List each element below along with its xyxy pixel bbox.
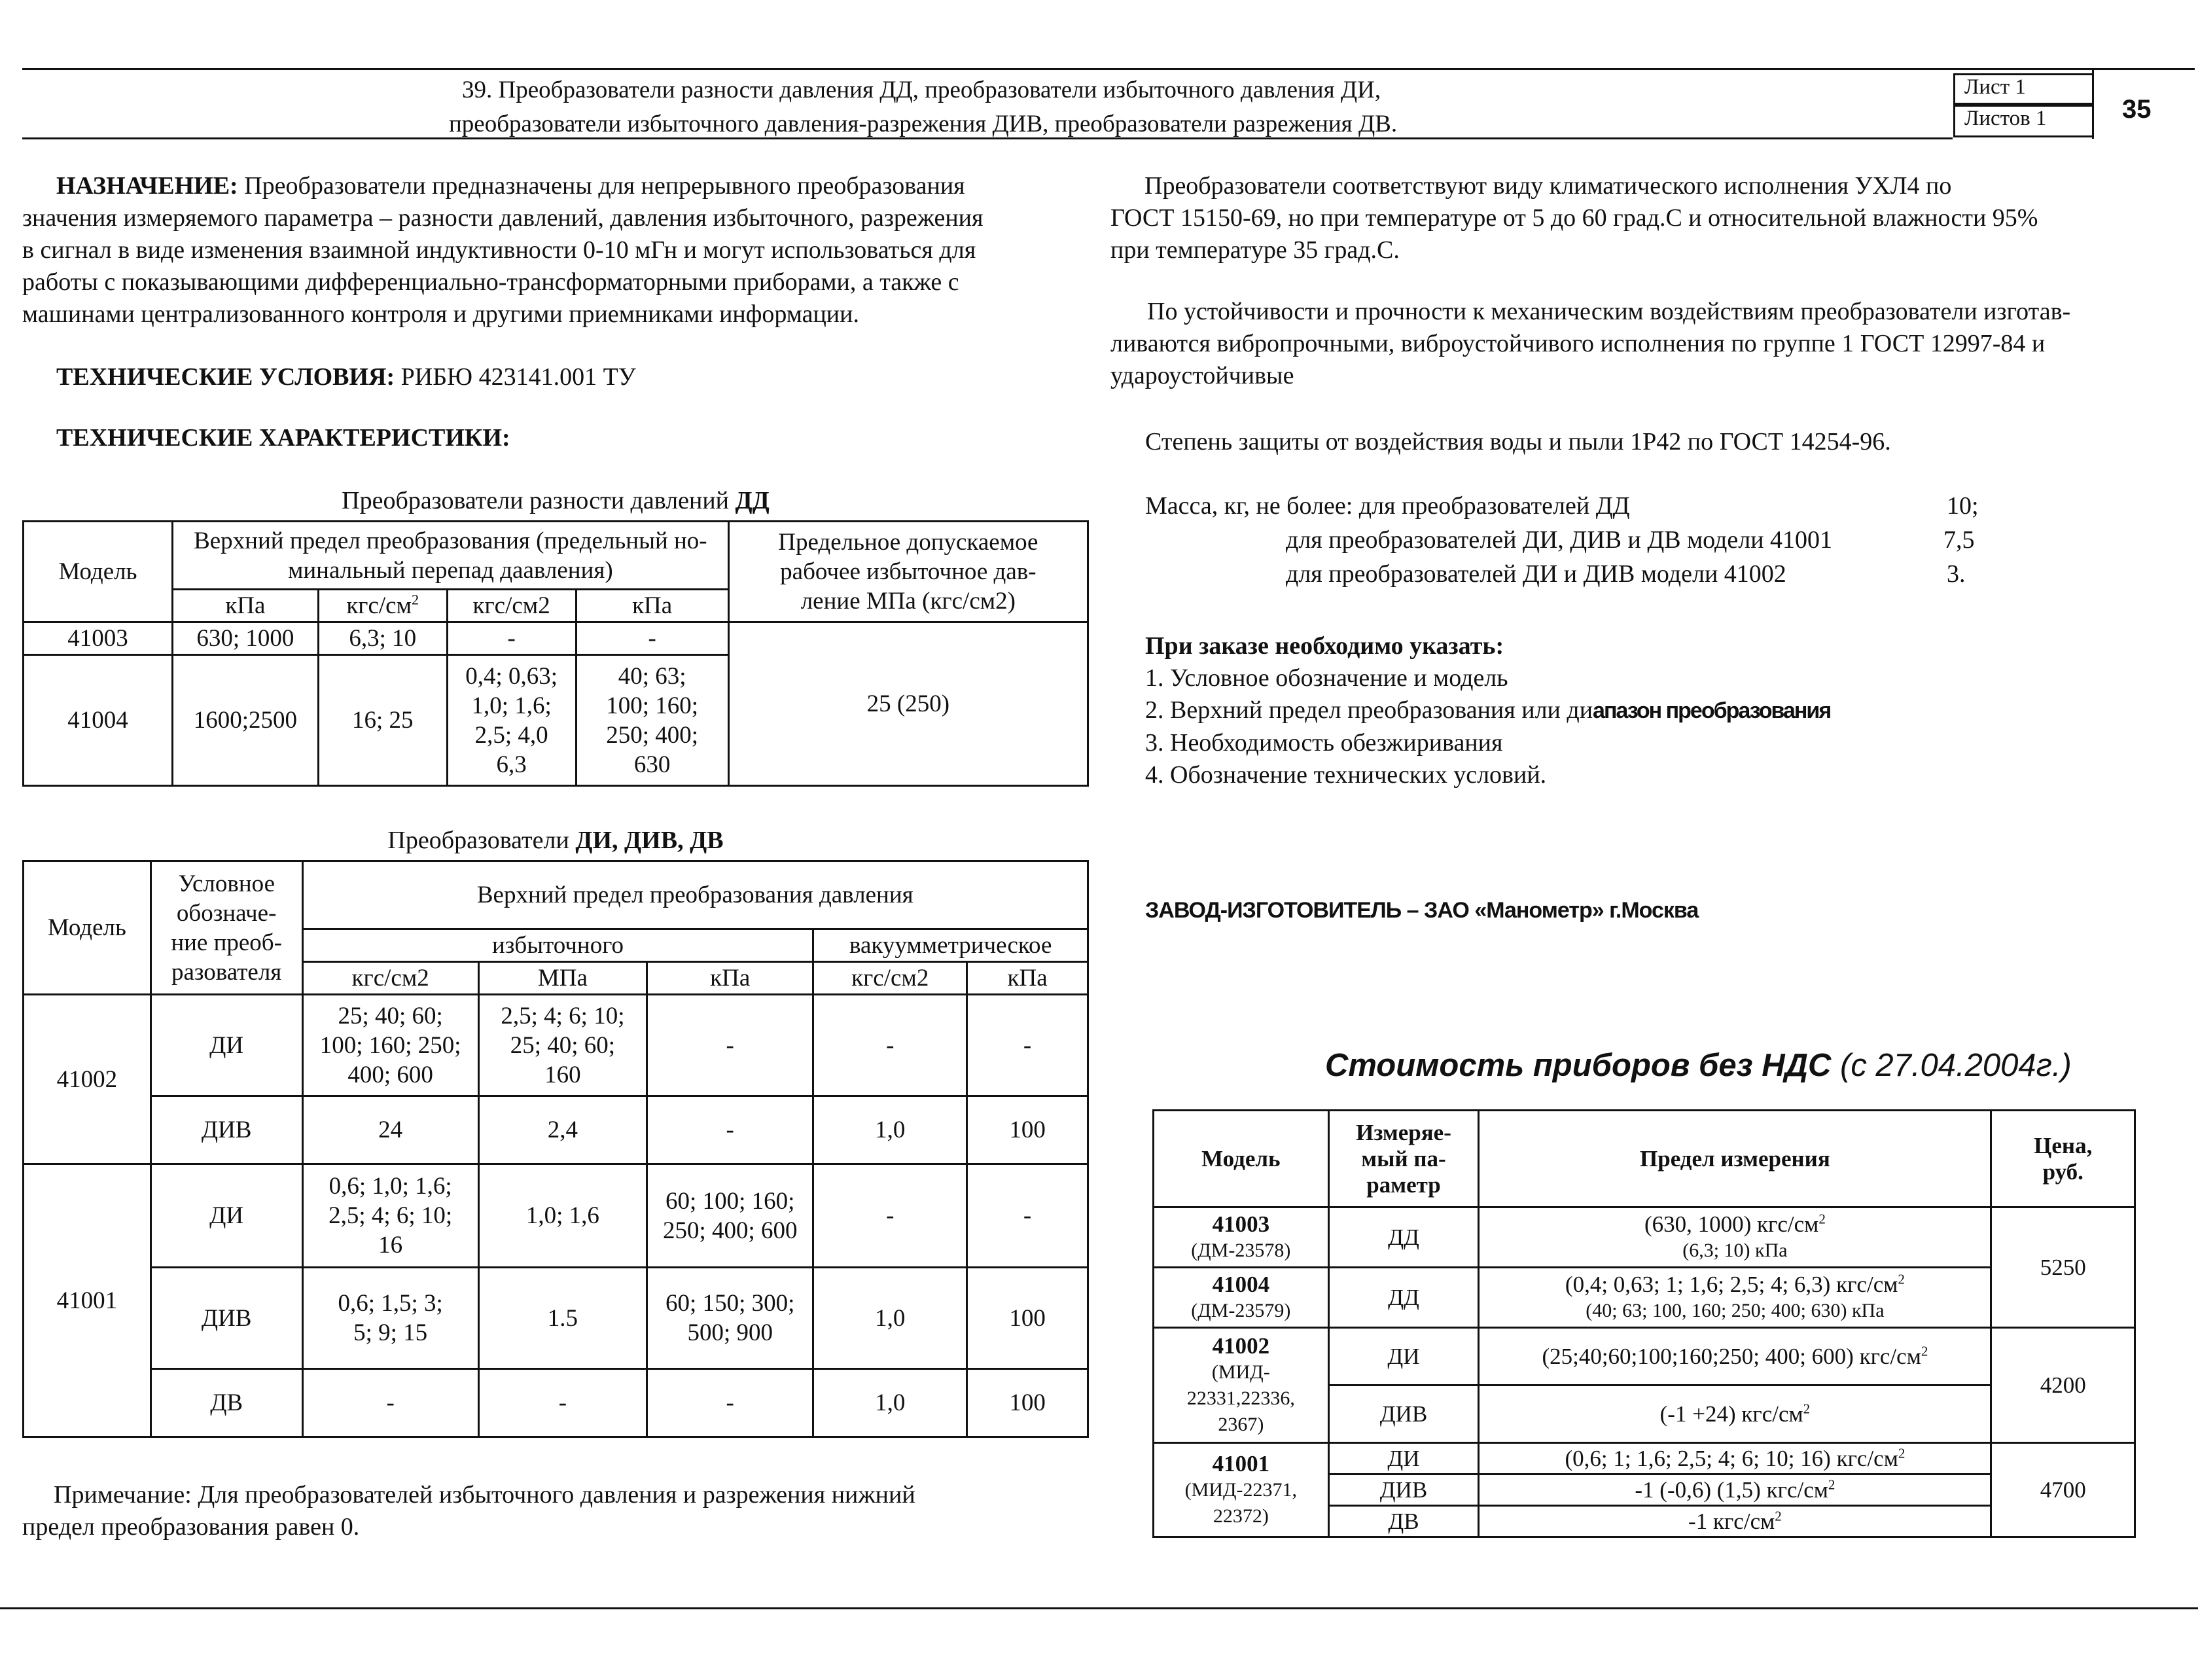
dd-r2-c4-3: 250; 400; (606, 721, 699, 749)
di-d-c1-1: 0,6; 1,5; 3; (338, 1290, 443, 1317)
di-c-c3 (647, 1164, 813, 1268)
price-r4-range-text: (-1 +24) кгс/см (1659, 1401, 1803, 1427)
di-c-c1-2: 2,5; 4; 6; 10; (328, 1202, 453, 1229)
vibration-block (1110, 296, 2184, 392)
mass-value-3: 3. (1947, 560, 1966, 588)
price-r2-model-sub: (ДМ-23579) (1191, 1299, 1291, 1321)
dd-r2-c2: 16; 25 (318, 655, 447, 786)
price-r4-param: ДИВ (1328, 1385, 1479, 1443)
price-r1-model-sub: (ДМ-23578) (1191, 1239, 1291, 1261)
dd-u-kgs2: кгс/см2 (447, 590, 576, 622)
price-h-param-1: Измеряе- (1356, 1119, 1451, 1145)
di-c-c1-1: 0,6; 1,0; 1,6; (328, 1173, 452, 1200)
di-h-excess: избыточного (302, 929, 813, 962)
page-title-line-1: 39. Преобразователи разности давления ДД, преобразователи избыточного давления ДИ, (462, 77, 1381, 103)
price-r1-param: ДД (1328, 1207, 1479, 1268)
table-di (22, 860, 1089, 1438)
price-r2-range-1: (0,4; 0,63; 1; 1,6; 2,5; 4; 6,3) кгс/см (1565, 1271, 1898, 1297)
di-u1: кгс/см2 (302, 962, 478, 995)
di-a-type: ДИ (151, 995, 302, 1096)
di-h-cond (151, 861, 302, 995)
price-h-range: Предел измерения (1479, 1111, 1991, 1207)
price-value-41002: 4200 (1991, 1328, 2135, 1443)
footer-rule (0, 1607, 2198, 1609)
di-b-type: ДИВ (151, 1096, 302, 1164)
price-r3-sup: 2 (1921, 1342, 1928, 1359)
dd-r2-c4-4: 630 (633, 751, 671, 778)
purpose-text-1: Преобразователи предназначены для непрерывного преобразования (238, 172, 965, 200)
price-h-param-3: раметр (1366, 1171, 1441, 1198)
price-r5-model-num: 41001 (1212, 1450, 1270, 1476)
order-item-4: 4. Обозначение технических условий. (1145, 761, 1547, 789)
di-h-upper: Верхний предел преобразования давления (302, 861, 1088, 929)
di-e-c5: 100 (967, 1369, 1088, 1437)
price-r2-sup: 2 (1898, 1270, 1905, 1287)
price-r1-range-1: (630, 1000) кгс/см (1644, 1211, 1819, 1237)
table-dd-caption-bold: ДД (735, 487, 770, 514)
di-d-c3-2: 500; 900 (687, 1319, 773, 1346)
note-block (22, 1479, 1102, 1543)
price-h-model: Модель (1154, 1111, 1329, 1207)
di-u5: кПа (967, 962, 1088, 995)
price-r5-range (1479, 1443, 1991, 1474)
dd-u-kpa2: кПа (576, 590, 728, 622)
di-h-cond-1: Условное (178, 870, 275, 897)
dd-h-model: Модель (24, 522, 173, 622)
di-h-model: Модель (24, 861, 151, 995)
dd-h-upper-1: Верхний предел преобразования (предельный но- (194, 527, 707, 554)
price-title (1325, 1047, 2072, 1084)
di-u3: кПа (647, 962, 813, 995)
page-title-line-2: преобразователи избыточного давления-разрежения ДИВ, преобразователи разрежения ДВ. (449, 111, 1398, 137)
dd-r2-c4-2: 100; 160; (606, 692, 699, 719)
climate-block (1110, 170, 2184, 266)
di-b-c3: - (647, 1096, 813, 1164)
page-number: 35 (2122, 95, 2152, 124)
mass-line-3: для преобразователей ДИ и ДИВ модели 41002 (1286, 560, 1786, 588)
di-u2: МПа (478, 962, 647, 995)
price-r1-model-num: 41003 (1212, 1211, 1270, 1237)
di-a-c1-3: 400; 600 (347, 1061, 433, 1088)
dd-r2-c3-2: 1,0; 1,6; (471, 692, 552, 719)
di-a-c2-2: 25; 40; 60; (510, 1031, 616, 1059)
price-r7-param: ДВ (1328, 1506, 1479, 1537)
di-d-c1-2: 5; 9; 15 (353, 1319, 428, 1346)
di-a-c2-1: 2,5; 4; 6; 10; (501, 1002, 625, 1029)
di-e-c1: - (302, 1369, 478, 1437)
purpose-block (22, 170, 1102, 331)
manufacturer-label: ЗАВОД-ИЗГОТОВИТЕЛЬ (1145, 898, 1402, 923)
sheet-box (1953, 73, 2094, 105)
di-d-c2: 1.5 (478, 1268, 647, 1369)
vibration-line-2: ливаются вибропрочными, виброустойчивого исполнения по группе 1 ГОСТ 12997-84 и (1110, 330, 2046, 357)
dd-r2-c3-4: 6,3 (496, 751, 527, 778)
di-e-c3: - (647, 1369, 813, 1437)
price-h-param-2: мый па- (1361, 1145, 1446, 1171)
dd-u-kgs-sup: 2 (412, 591, 419, 608)
price-r3-sub-1: (МИД- (1211, 1361, 1270, 1383)
price-r2-model-num: 41004 (1212, 1271, 1270, 1297)
di-h-cond-3: ние преоб- (171, 929, 282, 956)
dd-h-allow-1: Предельное допускаемое (778, 529, 1038, 556)
price-r3-param: ДИ (1328, 1328, 1479, 1385)
dd-u-kgs (318, 590, 447, 622)
di-model-41002: 41002 (24, 995, 151, 1164)
page-num-divider (2092, 68, 2094, 139)
vibration-line-3: удароустойчивые (1110, 362, 1294, 389)
price-r2-param: ДД (1328, 1268, 1479, 1328)
price-h-price-1: Цена, (2034, 1132, 2093, 1158)
table-dd-caption-text: Преобразователи разности давлений (342, 487, 736, 514)
price-r6-sup: 2 (1828, 1476, 1835, 1492)
price-r4-sup: 2 (1803, 1400, 1811, 1416)
manufacturer-line (1145, 895, 1698, 927)
di-d-c3 (647, 1268, 813, 1369)
sheets-box (1953, 105, 2094, 137)
table-dd (22, 520, 1089, 787)
order-title: При заказе необходимо указать: (1145, 632, 1504, 660)
order-item-2-text: 2. Верхний предел преобразования или ди (1145, 696, 1593, 724)
dd-r2-c1: 1600;2500 (172, 655, 318, 786)
price-r5-sup: 2 (1898, 1444, 1906, 1461)
price-title-date: (с 27.04.2004г.) (1831, 1048, 2072, 1083)
dd-r2-c4-1: 40; 63; (618, 662, 686, 690)
mass-value-2: 7,5 (1943, 526, 1975, 554)
dd-allow-value: 25 (250) (728, 622, 1088, 786)
di-a-c1-1: 25; 40; 60; (338, 1002, 443, 1029)
di-h-cond-2: обозначе- (176, 899, 277, 927)
tech-conditions-value: РИБЮ 423141.001 ТУ (395, 363, 636, 391)
price-r3-model-num: 41002 (1212, 1332, 1270, 1359)
price-table (1152, 1109, 2136, 1538)
mass-label: Масса, кг, не более: для преобразователей ДД (1145, 492, 1630, 520)
di-c-c5: - (967, 1164, 1088, 1268)
di-b-c2: 2,4 (478, 1096, 647, 1164)
di-a-c3: - (647, 995, 813, 1096)
price-h-price (1991, 1111, 2135, 1207)
dd-u-kpa: кПа (172, 590, 318, 622)
dd-r1-c2: 6,3; 10 (318, 622, 447, 655)
dd-r2-c3-1: 0,4; 0,63; (465, 662, 558, 690)
order-item-2-smudged: апазон преобразования (1593, 698, 1831, 723)
di-e-c4: 1,0 (813, 1369, 967, 1437)
purpose-text-3: в сигнал в виде изменения взаимной индуктивности 0-10 мГн и могут использоваться для (22, 236, 976, 264)
table-di-caption-bold: ДИ, ДИВ, ДВ (575, 827, 724, 854)
price-r2-range (1479, 1268, 1991, 1328)
price-value-dd: 5250 (1991, 1207, 2135, 1328)
di-a-c2-3: 160 (544, 1061, 581, 1088)
dd-r2-c3 (447, 655, 576, 786)
di-b-c4: 1,0 (813, 1096, 967, 1164)
di-u4: кгс/см2 (813, 962, 967, 995)
price-r2-model (1154, 1268, 1329, 1328)
di-h-cond-4: разователя (171, 958, 282, 986)
di-e-c2: - (478, 1369, 647, 1437)
dd-h-allow-2: рабочее избыточное дав- (780, 558, 1037, 585)
di-a-c5: - (967, 995, 1088, 1096)
price-r4-range (1479, 1385, 1991, 1443)
price-r1-range (1479, 1207, 1991, 1268)
dd-h-allow (728, 522, 1088, 622)
header-top-rule (22, 68, 2195, 70)
price-r1-sup: 2 (1818, 1210, 1826, 1226)
price-r6-param: ДИВ (1328, 1474, 1479, 1506)
climate-line-1: Преобразователи соответствуют виду климатического исполнения УХЛ4 по (1144, 172, 1952, 200)
dd-r1-model: 41003 (24, 622, 173, 655)
table-di-caption-text: Преобразователи (387, 827, 576, 854)
price-r3-model (1154, 1328, 1329, 1443)
di-d-c4: 1,0 (813, 1268, 967, 1369)
price-title-bold: Стоимость приборов без НДС (1325, 1048, 1832, 1083)
price-r5-sub-1: (МИД-22371, (1184, 1478, 1297, 1501)
dd-r2-model: 41004 (24, 655, 173, 786)
dd-r1-c1: 630; 1000 (172, 622, 318, 655)
dd-h-upper (172, 522, 728, 590)
sheets-label: Листов 1 (1964, 107, 2047, 130)
tech-characteristics-heading: ТЕХНИЧЕСКИЕ ХАРАКТЕРИСТИКИ: (56, 424, 510, 452)
table-dd-caption (22, 486, 1089, 515)
di-a-c1-2: 100; 160; 250; (319, 1031, 461, 1059)
di-c-c1-3: 16 (378, 1232, 403, 1259)
purpose-text-4: работы с показывающими дифференциально-трансформаторными приборами, а также с (22, 268, 959, 296)
purpose-text-5: машинами централизованного контроля и другими приемниками информации. (22, 300, 859, 328)
order-item-1: 1. Условное обозначение и модель (1145, 664, 1508, 692)
dd-r1-c3: - (447, 622, 576, 655)
price-r3-range (1479, 1328, 1991, 1385)
di-a-c4: - (813, 995, 967, 1096)
table-di-caption (22, 826, 1089, 855)
di-b-c1: 24 (302, 1096, 478, 1164)
di-a-c2 (478, 995, 647, 1096)
price-h-param (1328, 1111, 1479, 1207)
di-model-41001: 41001 (24, 1164, 151, 1437)
order-item-3: 3. Необходимость обезжиривания (1145, 729, 1503, 757)
price-r1-model (1154, 1207, 1329, 1268)
di-d-c5: 100 (967, 1268, 1088, 1369)
page-title (406, 73, 1937, 141)
price-r3-range-text: (25;40;60;100;160;250; 400; 600) кгс/см (1542, 1343, 1921, 1369)
mass-block (1145, 490, 1996, 592)
di-c-c4: - (813, 1164, 967, 1268)
sheet-label: Лист 1 (1964, 75, 2026, 99)
di-e-type: ДВ (151, 1369, 302, 1437)
mass-line-2: для преобразователей ДИ, ДИВ и ДВ модели 41001 (1286, 526, 1833, 554)
price-h-price-2: руб. (2042, 1158, 2083, 1185)
di-c-c1 (302, 1164, 478, 1268)
note-line-2: предел преобразования равен 0. (22, 1513, 360, 1541)
di-d-c3-1: 60; 150; 300; (665, 1290, 795, 1317)
tech-conditions-label: ТЕХНИЧЕСКИЕ УСЛОВИЯ: (56, 363, 395, 391)
price-r5-param: ДИ (1328, 1443, 1479, 1474)
price-r7-sup: 2 (1775, 1507, 1782, 1524)
di-h-vacuum: вакуумметрическое (813, 929, 1088, 962)
price-r5-model (1154, 1443, 1329, 1537)
di-a-c1 (302, 995, 478, 1096)
climate-line-3: при температуре 35 град.С. (1110, 236, 1400, 264)
dd-h-allow-3: ление МПа (кгс/см2) (800, 588, 1016, 615)
price-r5-range-text: (0,6; 1; 1,6; 2,5; 4; 6; 10; 16) кгс/см (1565, 1445, 1898, 1471)
price-r5-sub-2: 22372) (1213, 1505, 1269, 1527)
manufacturer-value: – ЗАО «Манометр» г.Москва (1401, 898, 1699, 923)
di-c-c3-1: 60; 100; 160; (665, 1187, 795, 1215)
price-r7-range (1479, 1506, 1991, 1537)
price-r6-range-text: -1 (-0,6) (1,5) кгс/см (1635, 1476, 1828, 1503)
price-value-41001: 4700 (1991, 1443, 2135, 1537)
dd-r2-c3-3: 2,5; 4,0 (474, 721, 548, 749)
vibration-line-1: По устойчивости и прочности к механическим воздействиям преобразователи изготав- (1147, 298, 2071, 325)
climate-line-2: ГОСТ 15150-69, но при температуре от 5 до 60 град.С и относительной влажности 95% (1110, 204, 2038, 232)
price-r3-sub-3: 2367) (1218, 1413, 1264, 1435)
note-line-1: Примечание: Для преобразователей избыточного давления и разрежения нижний (54, 1481, 915, 1509)
tech-conditions (56, 361, 636, 393)
order-block (1145, 630, 2127, 791)
order-item-2 (1145, 694, 2127, 727)
dd-r1-c4: - (576, 622, 728, 655)
di-c-type: ДИ (151, 1164, 302, 1268)
price-r1-range-2: (6,3; 10) кПа (1682, 1239, 1788, 1261)
dd-r2-c4 (576, 655, 728, 786)
price-r7-range-text: -1 кгс/см (1688, 1508, 1775, 1534)
purpose-text-2: значения измеряемого параметра – разности давлений, давления избыточного, разрежения (22, 204, 984, 232)
dd-u-kgs-text: кгс/см (346, 592, 412, 619)
price-r6-range (1479, 1474, 1991, 1506)
di-d-c1 (302, 1268, 478, 1369)
protection-line: Степень защиты от воздействия воды и пыли 1Р42 по ГОСТ 14254-96. (1145, 428, 1891, 456)
price-r2-range-2: (40; 63; 100, 160; 250; 400; 630) кПа (1586, 1299, 1885, 1321)
dd-h-upper-2: минальный перепад даавления) (287, 556, 613, 584)
di-d-type: ДИВ (151, 1268, 302, 1369)
di-c-c3-2: 250; 400; 600 (662, 1217, 798, 1244)
purpose-label: НАЗНАЧЕНИЕ: (56, 172, 238, 200)
mass-value-1: 10; (1947, 492, 1979, 520)
di-c-c2: 1,0; 1,6 (478, 1164, 647, 1268)
price-r3-sub-2: 22331,22336, (1186, 1387, 1295, 1409)
di-b-c5: 100 (967, 1096, 1088, 1164)
